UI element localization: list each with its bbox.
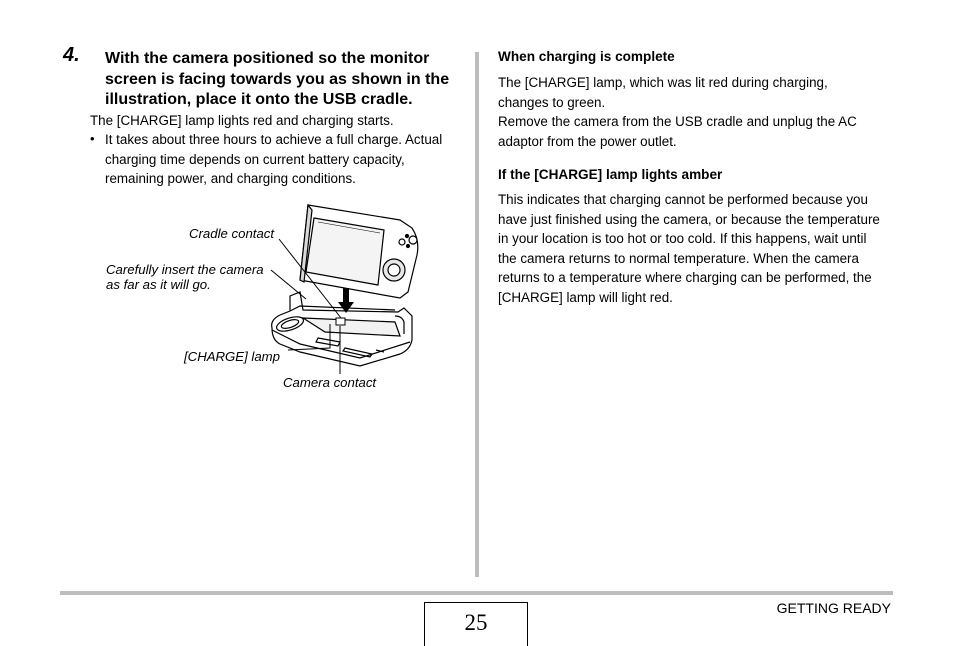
caption-insert-camera-line2: as far as it will go.	[106, 277, 211, 292]
bullet-icon: •	[90, 131, 95, 146]
camera-drawing	[300, 205, 418, 298]
paragraph-line: [CHARGE] lamp will light red.	[498, 289, 673, 305]
bullet-line: It takes about three hours to achieve a full charge. Actual	[105, 132, 443, 147]
paragraph-line: changes to green.	[498, 94, 606, 110]
section-label: GETTING READY	[776, 600, 891, 616]
paragraph-line: returns to a temperature where charging can be performed, the	[498, 270, 872, 285]
insert-arrow-icon	[338, 288, 354, 313]
paragraph-line: This indicates that charging cannot be performed because you	[498, 192, 868, 207]
column-divider	[475, 52, 479, 577]
step-number: 4.	[63, 44, 80, 66]
page-number: 25	[424, 602, 528, 646]
caption-cradle-contact: Cradle contact	[189, 226, 275, 241]
step-note: The [CHARGE] lamp lights red and charging starts.	[90, 113, 394, 128]
heading-charging-complete: When charging is complete	[498, 49, 675, 64]
step-title-line: With the camera positioned so the monitor	[105, 50, 430, 67]
step-title-line: screen is facing towards you as shown in the	[105, 70, 450, 88]
heading-lamp-amber: If the [CHARGE] lamp lights amber	[498, 167, 723, 182]
paragraph-line: Remove the camera from the USB cradle and unplug the AC	[498, 114, 857, 129]
bullet-line: remaining power, and charging conditions.	[105, 171, 356, 186]
paragraph-line: the camera returns to normal temperature. When the camera	[498, 250, 859, 266]
paragraph-line: have just finished using the camera, or because the temperature	[498, 211, 880, 227]
step-title-line: illustration, place it onto the USB cradle.	[105, 91, 413, 108]
paragraph-line: in your location is too hot or too cold. If this happens, wait until	[498, 231, 867, 246]
caption-insert-camera-line1: Carefully insert the camera	[106, 262, 264, 277]
footer-rule	[60, 591, 893, 595]
paragraph-charging-complete	[498, 73, 857, 151]
charge-lamp-marker	[336, 318, 345, 325]
caption-charge-lamp: [CHARGE] lamp	[184, 349, 280, 364]
paragraph-line: adaptor from the power outlet.	[498, 133, 677, 149]
bullet-line: charging time depends on current battery capacity,	[105, 151, 405, 167]
paragraph-line: The [CHARGE] lamp, which was lit red during charging,	[498, 75, 828, 90]
paragraph-lamp-amber	[498, 190, 880, 307]
caption-camera-contact: Camera contact	[283, 375, 377, 390]
